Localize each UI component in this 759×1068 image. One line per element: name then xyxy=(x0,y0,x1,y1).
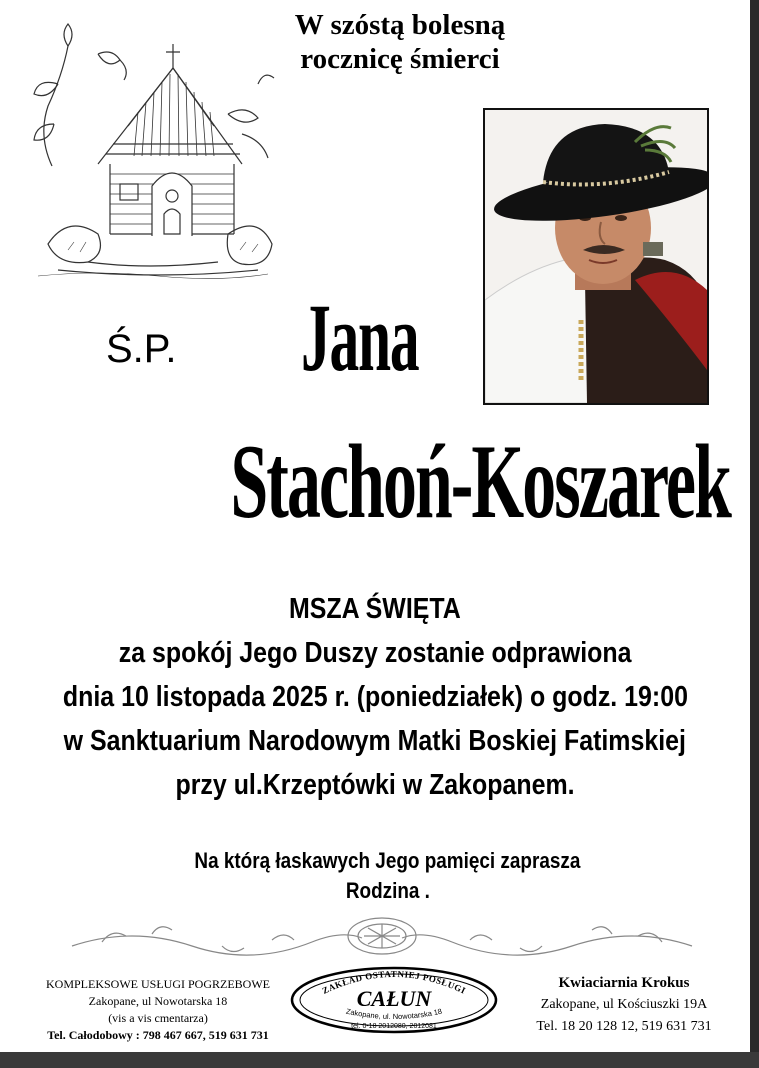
mass-line-text: przy ul.Krzeptówki w Zakopanem. xyxy=(175,769,575,801)
chapel-sketch-illustration xyxy=(28,14,278,280)
logo-address: Zakopane, ul. Nowotarska 18 xyxy=(345,1006,443,1022)
deceased-surname: Stachoń-Koszarek xyxy=(230,423,730,540)
invitation-text: Na którą łaskawych Jego pamięci zaprasza xyxy=(194,848,581,873)
florist-phone: Tel. 18 20 128 12, 519 631 731 xyxy=(536,1019,712,1034)
deceased-first-name: Jana xyxy=(301,284,419,391)
funeral-services-name: KOMPLEKSOWE USŁUGI POGRZEBOWE xyxy=(46,977,270,991)
mass-line-text: w Sanktuarium Narodowym Matki Boskiej Fatimskiej xyxy=(63,725,687,757)
mass-line xyxy=(0,763,750,807)
funeral-services-ad xyxy=(12,976,304,1044)
mass-line xyxy=(0,719,750,763)
logo-arc-text: ZAKŁAD OSTATNIEJ POSŁUGI xyxy=(320,968,468,996)
portrait-illustration xyxy=(485,110,707,403)
mass-line xyxy=(0,675,750,719)
florist-name: Kwiaciarnia Krokus xyxy=(558,975,690,991)
invitation-line xyxy=(0,876,759,906)
calun-logo xyxy=(290,966,498,1034)
header-line-2: rocznicę śmierci xyxy=(300,43,500,75)
mass-title: MSZA ŚWIĘTA xyxy=(289,593,461,625)
deceased-surname-block xyxy=(90,420,730,544)
funeral-services-phone: Tel. Całodobowy : 798 467 667, 519 631 731 xyxy=(47,1028,269,1042)
mass-announcement xyxy=(0,587,750,807)
family-invitation xyxy=(0,846,759,906)
floral-divider-ornament xyxy=(62,912,702,964)
funeral-services-note: (vis a vis cmentarza) xyxy=(108,1011,208,1025)
page-frame-right xyxy=(750,0,759,1068)
mass-line xyxy=(0,631,750,675)
florist-ad xyxy=(514,972,734,1038)
page-frame-bottom xyxy=(0,1052,759,1068)
sp-prefix: Ś.P. xyxy=(106,327,177,371)
logo-name: CAŁUN xyxy=(356,986,432,1011)
portrait-photo xyxy=(483,108,709,405)
mass-title-line xyxy=(0,587,750,631)
header-line-1: W szóstą bolesną xyxy=(294,9,506,41)
invitation-signature: Rodzina . xyxy=(345,878,430,903)
florist-address: Zakopane, ul Kościuszki 19A xyxy=(540,997,708,1012)
funeral-services-address: Zakopane, ul Nowotarska 18 xyxy=(88,994,228,1008)
mass-line-text: za spokój Jego Duszy zostanie odprawiona xyxy=(118,637,632,669)
invitation-line xyxy=(0,846,759,876)
mass-line-text: dnia 10 listopada 2025 r. (poniedziałek) o godz. 19:00 xyxy=(62,681,688,713)
logo-phone: tel. 0-18 2012080, 2012081 xyxy=(351,1023,437,1030)
